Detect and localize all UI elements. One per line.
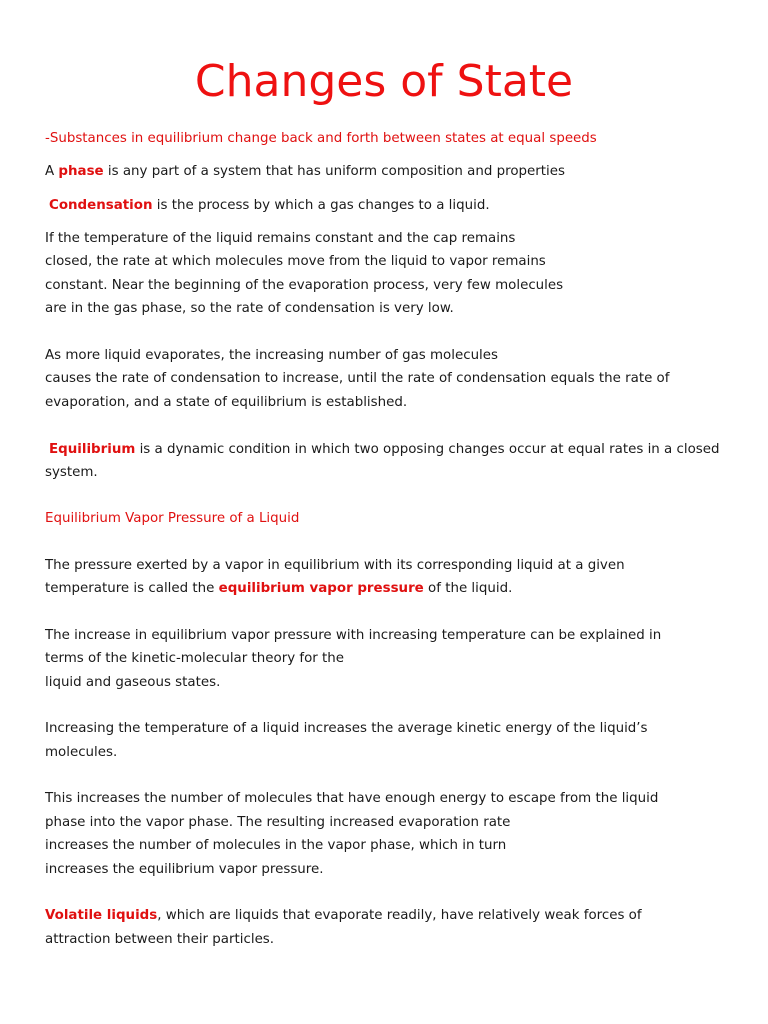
equilibrium-rest: is a dynamic condition in which two opposing changes occur at equal rates in a closed (135, 442, 720, 457)
intro-line: -Substances in equilibrium change back and forth between states at equal speeds (45, 131, 597, 146)
volatile-rest: , which are liquids that evaporate readily, have relatively weak forces of (157, 908, 642, 923)
equilibrium-definition (49, 438, 720, 462)
page-title: Changes of State (194, 56, 574, 107)
paragraph-line: system. (45, 465, 98, 480)
paragraph-line: are in the gas phase, so the rate of condensation is very low. (45, 301, 454, 316)
vapor-pressure-definition (45, 577, 512, 601)
paragraph-line: terms of the kinetic-molecular theory for the (45, 651, 345, 666)
phase-prefix: A (45, 164, 59, 179)
paragraph-line: attraction between their particles. (45, 932, 275, 947)
paragraph-line: If the temperature of the liquid remains constant and the cap remains (45, 231, 516, 246)
volatile-term: Volatile liquids (45, 908, 158, 923)
paragraph-line: constant. Near the beginning of the evaporation process, very few molecules (45, 278, 564, 293)
phase-definition (45, 160, 565, 184)
vapor-pressure-rest: of the liquid. (423, 581, 513, 596)
condensation-definition (49, 194, 490, 218)
paragraph-line: The pressure exerted by a vapor in equilibrium with its corresponding liquid at a given (45, 558, 625, 573)
paragraph-line: closed, the rate at which molecules move from the liquid to vapor remains (45, 254, 546, 269)
phase-term: phase (58, 164, 104, 179)
equilibrium-term: Equilibrium (49, 442, 136, 457)
vapor-pressure-term: equilibrium vapor pressure (218, 581, 424, 596)
paragraph-line: molecules. (45, 745, 118, 760)
condensation-rest: is the process by which a gas changes to a liquid. (152, 198, 490, 213)
paragraph-line: increases the equilibrium vapor pressure. (45, 862, 324, 877)
volatile-definition (45, 904, 642, 928)
paragraph-line: liquid and gaseous states. (45, 675, 221, 690)
phase-rest: is any part of a system that has uniform composition and properties (103, 164, 565, 179)
paragraph-line: The increase in equilibrium vapor pressure with increasing temperature can be explained in (45, 628, 662, 643)
paragraph-line: evaporation, and a state of equilibrium is established. (45, 395, 408, 410)
section-subheading: Equilibrium Vapor Pressure of a Liquid (45, 511, 300, 526)
paragraph-line: This increases the number of molecules that have enough energy to escape from the liquid (45, 791, 659, 806)
vapor-pressure-prefix: temperature is called the (45, 581, 219, 596)
condensation-term: Condensation (49, 198, 153, 213)
paragraph-line: increases the number of molecules in the vapor phase, which in turn (45, 838, 507, 853)
paragraph-line: As more liquid evaporates, the increasing number of gas molecules (45, 348, 498, 363)
paragraph-line: Increasing the temperature of a liquid increases the average kinetic energy of the liquid’s (45, 721, 648, 736)
paragraph-line: phase into the vapor phase. The resulting increased evaporation rate (45, 815, 511, 830)
paragraph-line: causes the rate of condensation to increase, until the rate of condensation equals the rate of (45, 371, 670, 386)
